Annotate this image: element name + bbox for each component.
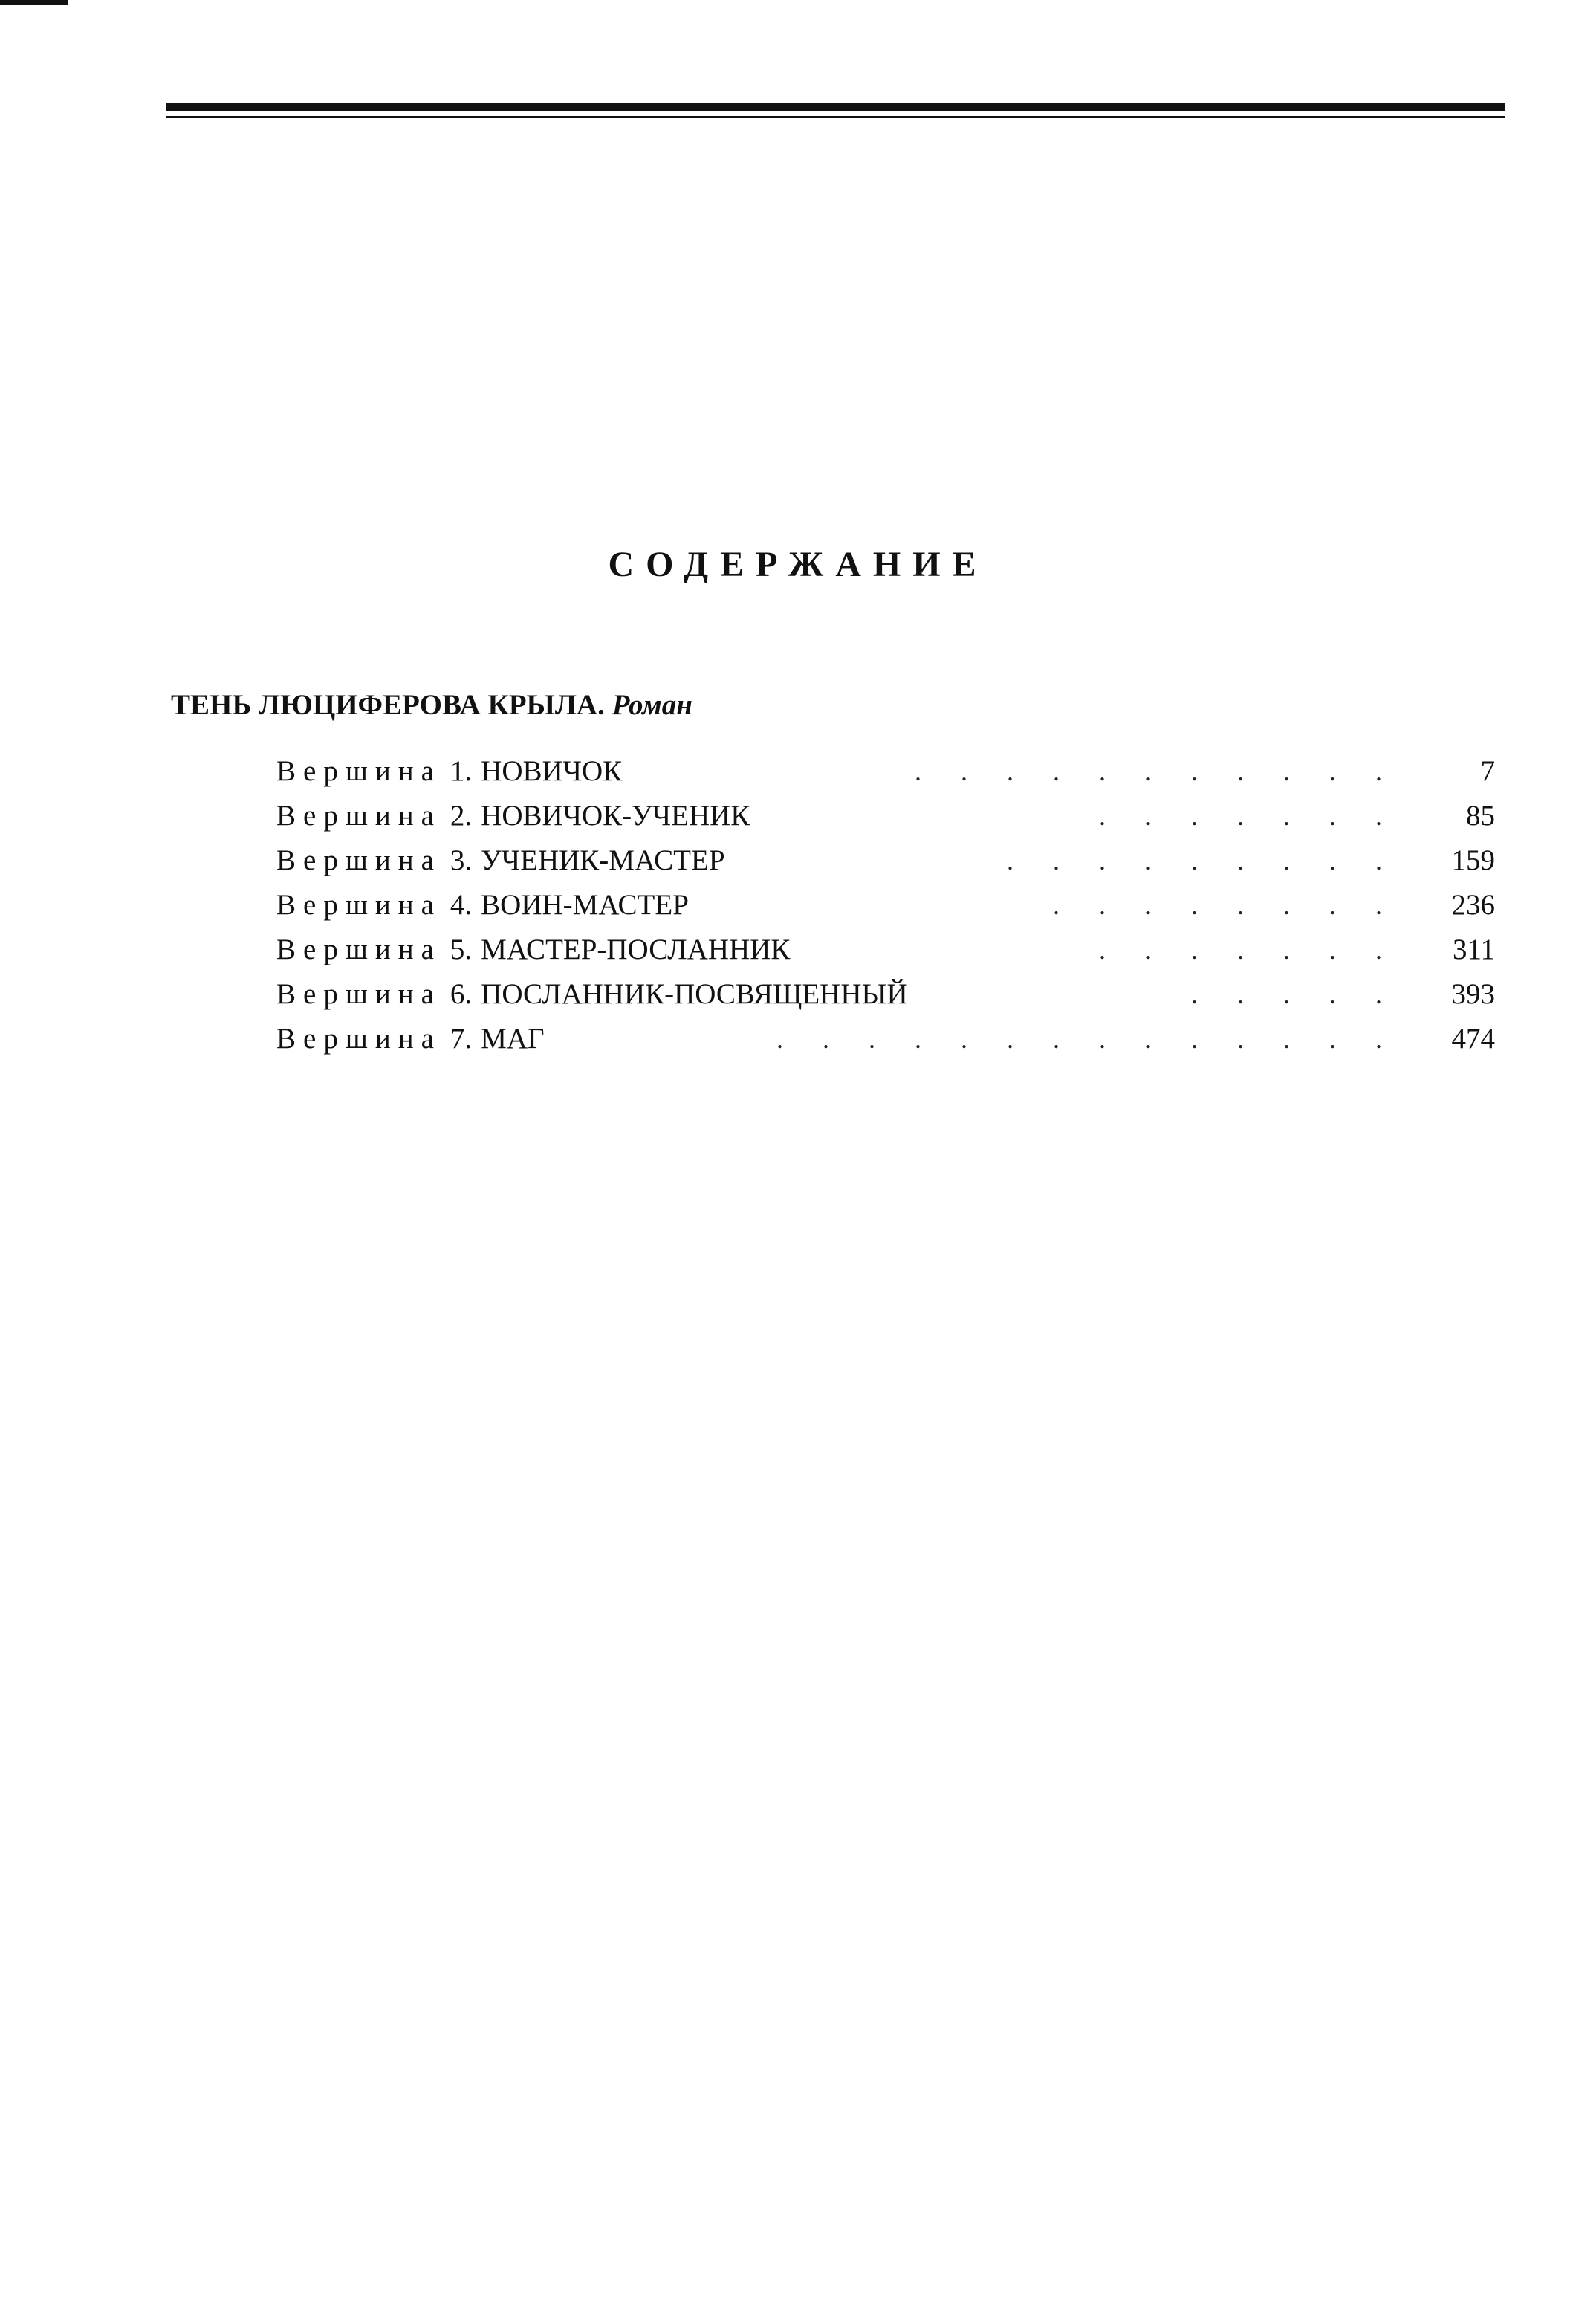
entry-chapter: НОВИЧОК	[481, 755, 623, 787]
entry-number: 6.	[450, 978, 473, 1010]
toc-list	[276, 749, 1502, 1061]
entry-word: Вершина	[276, 978, 441, 1010]
entry-number: 5.	[450, 934, 473, 965]
entry-page: 159	[1451, 844, 1495, 876]
entry-number: 4.	[450, 889, 473, 921]
entry-chapter: МАСТЕР-ПОСЛАННИК	[481, 934, 791, 965]
entry-number: 7.	[450, 1023, 473, 1055]
entry-chapter: МАГ	[481, 1023, 545, 1055]
dot-leader: . . . . .	[1191, 980, 1398, 1009]
dot-leader: . . . . . . . . . . . . . .	[776, 1024, 1398, 1054]
toc-entry[interactable]	[276, 749, 1502, 794]
entry-chapter: ВОИН-МАСТЕР	[481, 889, 689, 921]
entry-word: Вершина	[276, 844, 441, 876]
entry-number: 1.	[450, 755, 473, 787]
header-rule-thin	[166, 116, 1505, 118]
section-heading	[171, 687, 692, 724]
toc-title: СОДЕРЖАНИЕ	[608, 545, 988, 584]
toc-entry[interactable]	[276, 972, 1502, 1017]
entry-page: 85	[1466, 800, 1495, 832]
entry-page: 474	[1451, 1023, 1495, 1055]
corner-mark	[0, 0, 68, 5]
dot-leader: . . . . . . . . .	[1007, 846, 1398, 876]
toc-entry[interactable]	[276, 794, 1502, 838]
header-rule-thick	[166, 103, 1505, 111]
entry-word: Вершина	[276, 934, 441, 965]
entry-page: 393	[1451, 978, 1495, 1010]
entry-page: 236	[1451, 889, 1495, 921]
section-genre: Роман	[612, 689, 692, 721]
entry-word: Вершина	[276, 755, 441, 787]
dot-leader: . . . . . . . .	[1053, 890, 1398, 920]
toc-entry[interactable]	[276, 883, 1502, 928]
dot-leader: . . . . . . .	[1099, 935, 1398, 965]
dot-leader: . . . . . . . . . . .	[915, 757, 1398, 786]
toc-entry[interactable]	[276, 1017, 1502, 1061]
section-title: ТЕНЬ ЛЮЦИФЕРОВА КРЫЛА.	[171, 689, 605, 721]
toc-entry[interactable]	[276, 838, 1502, 883]
toc-entry[interactable]	[276, 928, 1502, 972]
entry-word: Вершина	[276, 1023, 441, 1055]
entry-chapter: НОВИЧОК-УЧЕНИК	[481, 800, 750, 832]
entry-page: 7	[1480, 755, 1495, 787]
entry-number: 2.	[450, 800, 473, 832]
dot-leader: . . . . . . .	[1099, 801, 1398, 831]
entry-word: Вершина	[276, 889, 441, 921]
entry-chapter: ПОСЛАННИК-ПОСВЯЩЕННЫЙ	[481, 978, 908, 1010]
entry-chapter: УЧЕНИК-МАСТЕР	[481, 844, 725, 876]
entry-number: 3.	[450, 844, 473, 876]
entry-word: Вершина	[276, 800, 441, 832]
entry-page: 311	[1452, 934, 1495, 965]
